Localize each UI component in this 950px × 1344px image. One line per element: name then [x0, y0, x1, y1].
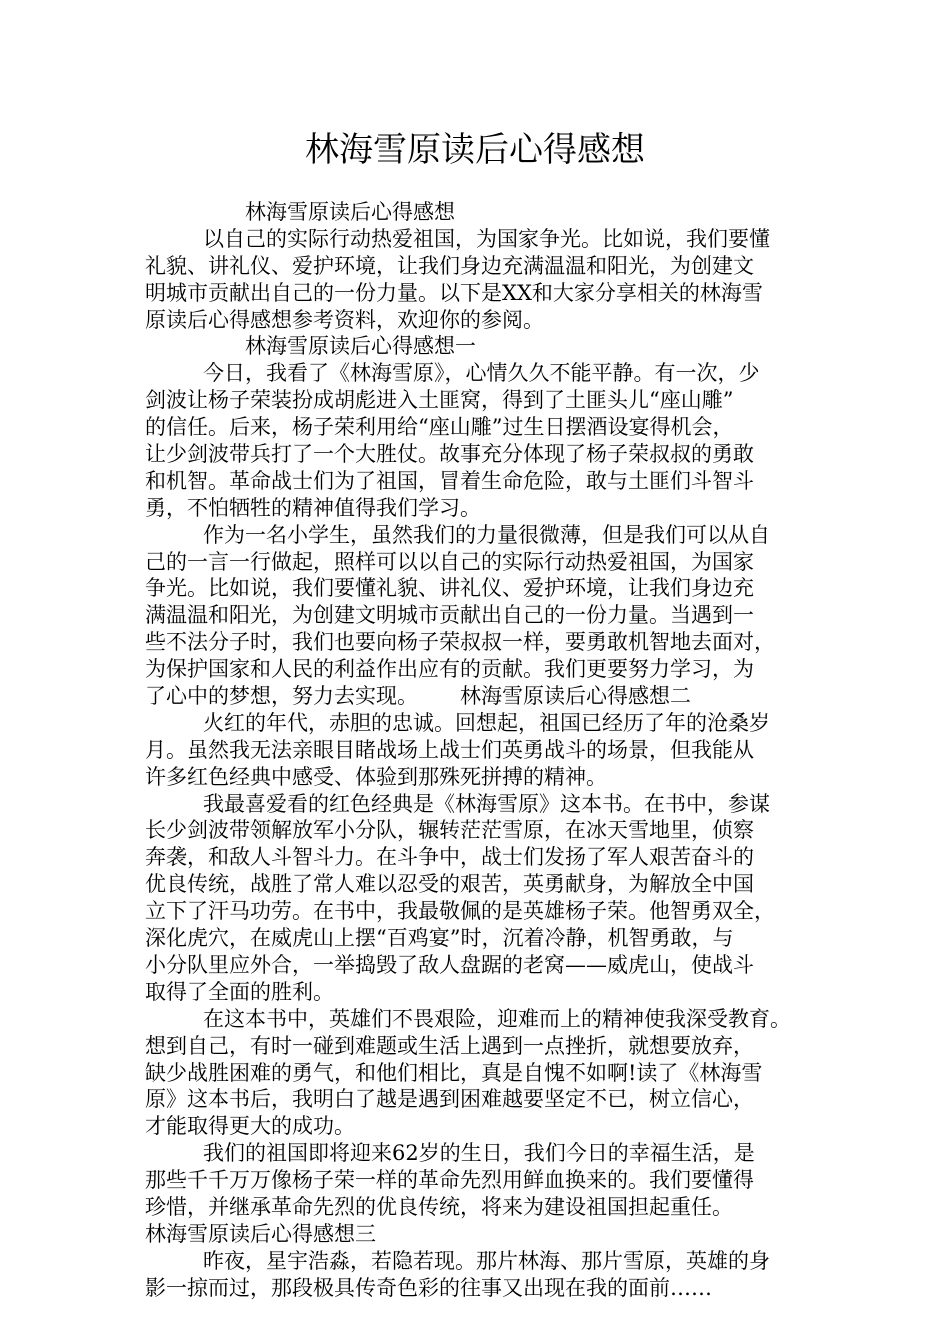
- document-title: 林海雪原读后心得感想: [305, 130, 645, 170]
- paragraph-line: 珍惜，并继承革命先烈的优良传统，将来为建设祖国担起重任。: [145, 1194, 733, 1219]
- paragraph-line: 以自己的实际行动热爱祖国，为国家争光。比如说，我们要懂: [203, 226, 770, 251]
- paragraph-line: 昨夜，星宇浩淼，若隐若现。那片林海、那片雪原，英雄的身: [203, 1248, 770, 1273]
- paragraph-line: 勇，不怕牺牲的精神值得我们学习。: [145, 495, 481, 520]
- paragraph-line: 立下了汗马功劳。在书中，我最敬佩的是英雄杨子荣。他智勇双全，: [145, 899, 775, 924]
- paragraph-line: 为保护国家和人民的利益作出应有的贡献。我们更要努力学习，为: [145, 657, 754, 682]
- paragraph-line: 的信任。后来，杨子荣利用给“座山雕”过生日摆酒设宴得机会，: [145, 415, 734, 440]
- paragraph-line: 深化虎穴，在威虎山上摆“百鸡宴”时，沉着冷静，机智勇敢，与: [145, 926, 734, 951]
- paragraph-line: 才能取得更大的成功。: [145, 1114, 355, 1139]
- subtitle-line: 林海雪原读后心得感想: [245, 200, 455, 224]
- paragraph-line: 长少剑波带领解放军小分队，辗转茫茫雪原，在冰天雪地里，侦察: [145, 818, 754, 843]
- paragraph-line: [145, 683, 827, 710]
- paragraph-line: 今日，我看了《林海雪原》，心情久久不能平静。有一次，少: [203, 361, 760, 386]
- paragraph-line: 我们的祖国即将迎来62岁的生日，我们今日的幸福生活，是: [203, 1141, 755, 1166]
- paragraph-line: 和机智。革命战士们为了祖国，冒着生命危险，敢与土匪们斗智斗: [145, 468, 754, 493]
- paragraph-line: 在这本书中，英雄们不畏艰险，迎难而上的精神使我深受教育。: [203, 1006, 791, 1031]
- paragraph-line: 作为一名小学生，虽然我们的力量很微薄，但是我们可以从自: [203, 522, 770, 547]
- paragraph-line: 火红的年代，赤胆的忠诚。回想起，祖国已经历了年的沧桑岁: [203, 710, 770, 735]
- paragraph-line: 许多红色经典中感受、体验到那殊死拼搏的精神。: [145, 764, 607, 789]
- paragraph-line: 礼貌、讲礼仪、爱护环境，让我们身边充满温温和阳光，为创建文: [145, 253, 754, 278]
- paragraph-line: 些不法分子时，我们也要向杨子荣叔叔一样，要勇敢机智地去面对，: [145, 630, 775, 655]
- section-heading-3: 林海雪原读后心得感想三: [145, 1221, 376, 1246]
- paragraph-line: 奔袭，和敌人斗智斗力。在斗争中，战士们发扬了军人艰苦奋斗的: [145, 845, 754, 870]
- paragraph-line: 影一掠而过，那段极具传奇色彩的往事又出现在我的面前……: [145, 1275, 712, 1300]
- paragraph-line: 让少剑波带兵打了一个大胜仗。故事充分体现了杨子荣叔叔的勇敢: [145, 442, 754, 467]
- paragraph-line: 原读后心得感想参考资料，欢迎你的参阅。: [145, 307, 544, 332]
- section-heading-2: 林海雪原读后心得感想二: [460, 684, 691, 709]
- paragraph-line: 月。虽然我无法亲眼目睹战场上战士们英勇战斗的场景，但我能从: [145, 737, 754, 762]
- paragraph-line: 剑波让杨子荣装扮成胡彪进入土匪窝，得到了土匪头儿“座山雕”: [145, 388, 734, 413]
- paragraph-line: 明城市贡献出自己的一份力量。以下是XX和大家分享相关的林海雪: [145, 280, 763, 305]
- paragraph-line-text: 了心中的梦想，努力去实现。: [145, 684, 418, 709]
- paragraph-line: 想到自己，有时一碰到难题或生活上遇到一点挫折，就想要放弃，: [145, 1033, 754, 1058]
- paragraph-line: 那些千千万万像杨子荣一样的革命先烈用鲜血换来的。我们要懂得: [145, 1168, 754, 1193]
- document-body: [145, 199, 827, 1302]
- paragraph-line: 争光。比如说，我们要懂礼貌、讲礼仪、爱护环境，让我们身边充: [145, 576, 754, 601]
- section-heading-1: 林海雪原读后心得感想一: [245, 334, 476, 359]
- paragraph-line: 优良传统，战胜了常人难以忍受的艰苦，英勇献身，为解放全中国: [145, 872, 754, 897]
- paragraph-line: 满温温和阳光，为创建文明城市贡献出自己的一份力量。当遇到一: [145, 603, 754, 628]
- paragraph-line: 小分队里应外合，一举捣毁了敌人盘踞的老窝——威虎山，使战斗: [145, 952, 754, 977]
- paragraph-line: 缺少战胜困难的勇气，和他们相比，真是自愧不如啊!读了《林海雪: [145, 1060, 763, 1085]
- paragraph-line: 己的一言一行做起，照样可以以自己的实际行动热爱祖国，为国家: [145, 549, 754, 574]
- paragraph-line: 原》这本书后，我明白了越是遇到困难越要坚定不已，树立信心，: [145, 1087, 754, 1112]
- paragraph-line: 取得了全面的胜利。: [145, 979, 334, 1004]
- paragraph-line: 我最喜爱看的红色经典是《林海雪原》这本书。在书中，参谋: [203, 791, 770, 816]
